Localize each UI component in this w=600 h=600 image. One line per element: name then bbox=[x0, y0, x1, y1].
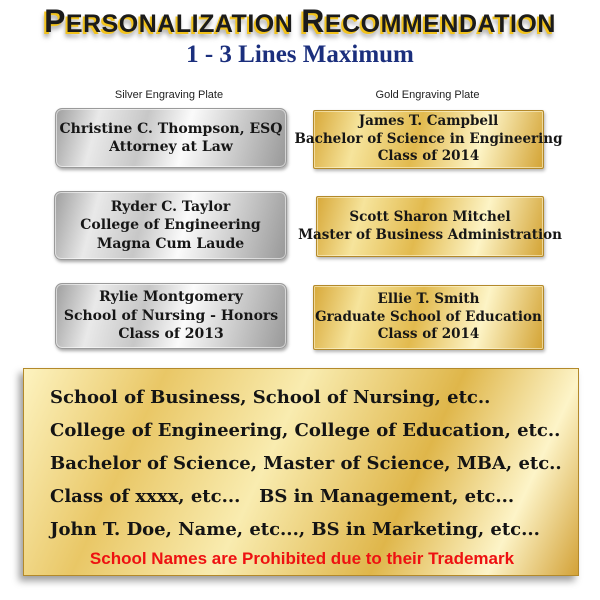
plate-line: Rylie Montgomery bbox=[99, 289, 243, 306]
page-title bbox=[0, 4, 600, 39]
silver-plate-1 bbox=[55, 108, 287, 168]
title-word: ECOMMENDATION bbox=[324, 10, 556, 38]
plate-line: Scott Sharon Mitchel bbox=[349, 208, 511, 225]
plate-line: College of Engineering bbox=[80, 217, 261, 234]
gold-column-header: Gold Engraving Plate bbox=[375, 89, 480, 101]
gold-plate-2 bbox=[298, 196, 562, 257]
plate-line: Class of 2013 bbox=[118, 326, 224, 343]
example-line: School of Business, School of Nursing, etc.. bbox=[50, 387, 491, 408]
plate-line: Class of 2014 bbox=[377, 148, 480, 165]
silver-column-header: Silver Engraving Plate bbox=[114, 89, 224, 101]
plate-line: Attorney at Law bbox=[109, 139, 233, 155]
plate-line: Ellie T. Smith bbox=[377, 290, 480, 307]
example-line: Bachelor of Science, Master of Science, MBA, etc.. bbox=[50, 453, 562, 474]
plate-line: Bachelor of Science in Engineering bbox=[294, 130, 563, 147]
example-line: John T. Doe, Name, etc..., BS in Marketing, etc... bbox=[50, 519, 540, 540]
title-initial: P bbox=[44, 3, 66, 39]
plate-line: Graduate School of Education bbox=[315, 308, 542, 325]
silver-plate-3 bbox=[55, 283, 287, 349]
title-word: ERSONALIZATION bbox=[65, 10, 294, 38]
gold-plate-1 bbox=[294, 110, 563, 169]
gold-plate-3 bbox=[313, 285, 544, 350]
plate-line: Magna Cum Laude bbox=[96, 235, 245, 252]
example-line: Class of xxxx, etc... BS in Management, etc... bbox=[50, 486, 515, 507]
silver-plate-2 bbox=[54, 191, 287, 260]
subtitle-lines-maximum: 1 - 3 Lines Maximum bbox=[186, 41, 414, 68]
example-line: College of Engineering, College of Education, etc.. bbox=[50, 420, 561, 441]
trademark-warning: School Names are Prohibited due to their Trademark bbox=[89, 549, 515, 568]
title-initial: R bbox=[301, 3, 325, 39]
plate-line: Class of 2014 bbox=[377, 326, 480, 343]
plate-line: Master of Business Administration bbox=[298, 226, 562, 243]
plate-line: Ryder C. Taylor bbox=[110, 198, 231, 215]
plate-line: James T. Campbell bbox=[358, 112, 499, 129]
plate-line: School of Nursing - Honors bbox=[63, 307, 279, 324]
plate-line: Christine C. Thompson, ESQ bbox=[59, 120, 283, 137]
examples-panel bbox=[23, 368, 579, 576]
